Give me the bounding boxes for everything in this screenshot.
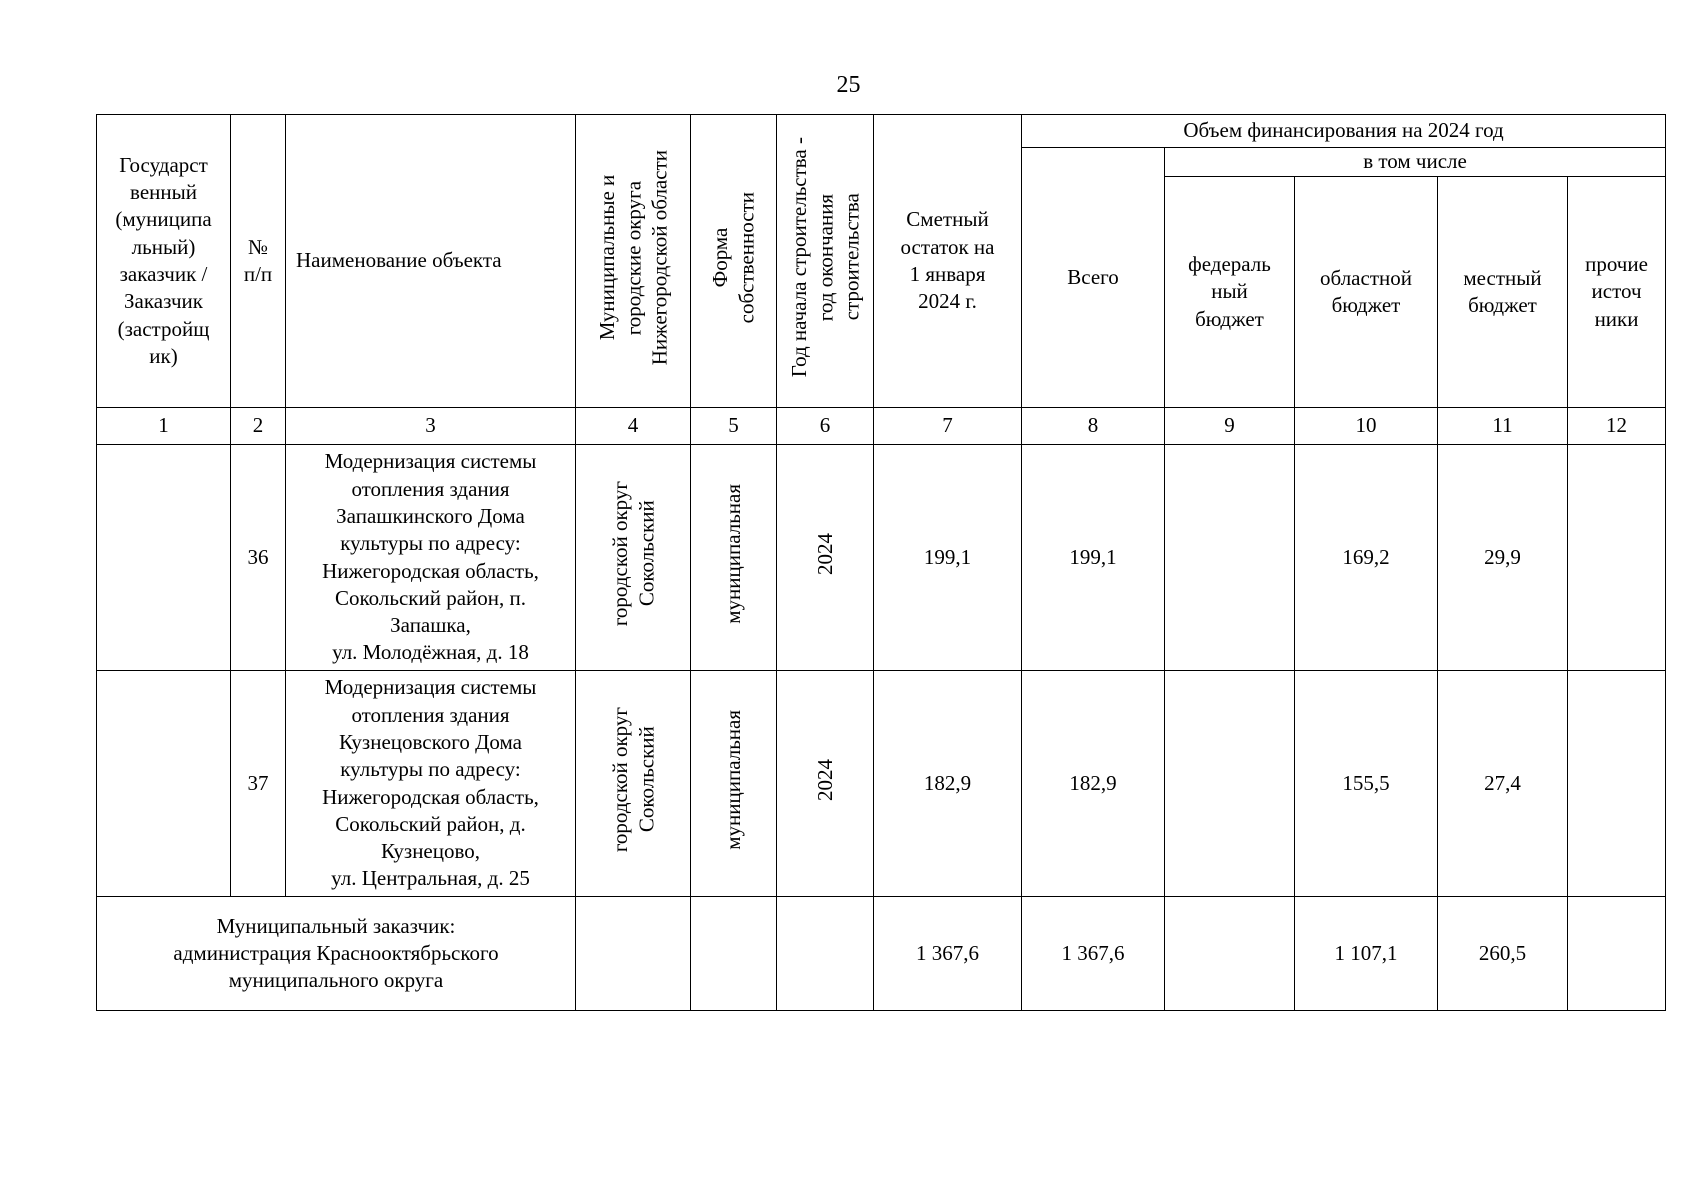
- row-other: [1568, 445, 1666, 671]
- header-ownership-cell: [691, 115, 777, 408]
- column-number: 8: [1022, 408, 1165, 445]
- column-number: 9: [1165, 408, 1295, 445]
- row-years: 2024: [812, 532, 837, 575]
- row-customer: [97, 445, 231, 671]
- financing-table: [96, 114, 1666, 1011]
- summary-empty-cell: [576, 897, 691, 1011]
- row-number: 36: [231, 445, 286, 671]
- row-regional: 155,5: [1295, 671, 1438, 897]
- row-ownership-cell: [691, 671, 777, 897]
- row-total: 199,1: [1022, 445, 1165, 671]
- row-ownership-cell: [691, 445, 777, 671]
- column-number: 10: [1295, 408, 1438, 445]
- row-regional: 169,2: [1295, 445, 1438, 671]
- column-number: 5: [691, 408, 777, 445]
- header-customer: Государст венный (муниципа льный) заказчик / Заказчик (застройщ ик): [97, 115, 231, 408]
- header-number: № п/п: [231, 115, 286, 408]
- header-including: в том числе: [1165, 148, 1666, 177]
- column-number: 1: [97, 408, 231, 445]
- row-balance: 199,1: [874, 445, 1022, 671]
- column-number: 11: [1438, 408, 1568, 445]
- summary-balance: 1 367,6: [874, 897, 1022, 1011]
- row-municipality: городской округ Сокольский: [607, 707, 658, 853]
- row-ownership: муниципальная: [721, 483, 746, 624]
- header-row-1: [97, 115, 1666, 148]
- header-object-name: Наименование объекта: [286, 115, 576, 408]
- table-row: [97, 445, 1666, 671]
- row-number: 37: [231, 671, 286, 897]
- row-total: 182,9: [1022, 671, 1165, 897]
- row-federal: [1165, 671, 1295, 897]
- row-other: [1568, 671, 1666, 897]
- header-years: Год начала строительства - год окончания строительства: [786, 137, 864, 378]
- row-object-name: Модернизация системы отопления здания Кузнецовского Дома культуры по адресу: Нижегородская область, Сокольский район, д. Кузнецово, ул. Центральная, д. 25: [286, 671, 576, 897]
- header-local: местный бюджет: [1438, 177, 1568, 408]
- row-local: 29,9: [1438, 445, 1568, 671]
- header-municipality-cell: [576, 115, 691, 408]
- header-municipality: Муниципальные и городские округа Нижегородской области: [594, 149, 672, 365]
- summary-local: 260,5: [1438, 897, 1568, 1011]
- header-ownership: Форма собственности: [708, 191, 759, 324]
- summary-empty-cell: [691, 897, 777, 1011]
- row-object-name: Модернизация системы отопления здания Запашкинского Дома культуры по адресу: Нижегородская область, Сокольский район, п. Запашка, ул. Молодёжная, д. 18: [286, 445, 576, 671]
- header-other: прочие источ ники: [1568, 177, 1666, 408]
- summary-other: [1568, 897, 1666, 1011]
- row-years: 2024: [812, 758, 837, 801]
- row-balance: 182,9: [874, 671, 1022, 897]
- header-estimated-balance: Сметный остаток на 1 января 2024 г.: [874, 115, 1022, 408]
- row-years-cell: [777, 671, 874, 897]
- row-federal: [1165, 445, 1295, 671]
- row-years-cell: [777, 445, 874, 671]
- table-row: [97, 671, 1666, 897]
- summary-federal: [1165, 897, 1295, 1011]
- summary-label: Муниципальный заказчик: администрация Краснооктябрьского муниципального округа: [97, 897, 576, 1011]
- column-number: 4: [576, 408, 691, 445]
- row-municipality-cell: [576, 445, 691, 671]
- row-municipality-cell: [576, 671, 691, 897]
- column-number-row: [97, 408, 1666, 445]
- column-number: 6: [777, 408, 874, 445]
- summary-row: [97, 897, 1666, 1011]
- row-customer: [97, 671, 231, 897]
- row-municipality: городской округ Сокольский: [607, 481, 658, 627]
- column-number: 3: [286, 408, 576, 445]
- column-number: 2: [231, 408, 286, 445]
- header-total: Всего: [1022, 148, 1165, 408]
- row-local: 27,4: [1438, 671, 1568, 897]
- header-federal: федераль ный бюджет: [1165, 177, 1295, 408]
- header-regional: областной бюджет: [1295, 177, 1438, 408]
- summary-regional: 1 107,1: [1295, 897, 1438, 1011]
- column-number: 7: [874, 408, 1022, 445]
- summary-empty-cell: [777, 897, 874, 1011]
- column-number: 12: [1568, 408, 1666, 445]
- row-ownership: муниципальная: [721, 709, 746, 850]
- header-years-cell: [777, 115, 874, 408]
- summary-total: 1 367,6: [1022, 897, 1165, 1011]
- page-number: 25: [836, 72, 861, 98]
- header-funding-group: Объем финансирования на 2024 год: [1022, 115, 1666, 148]
